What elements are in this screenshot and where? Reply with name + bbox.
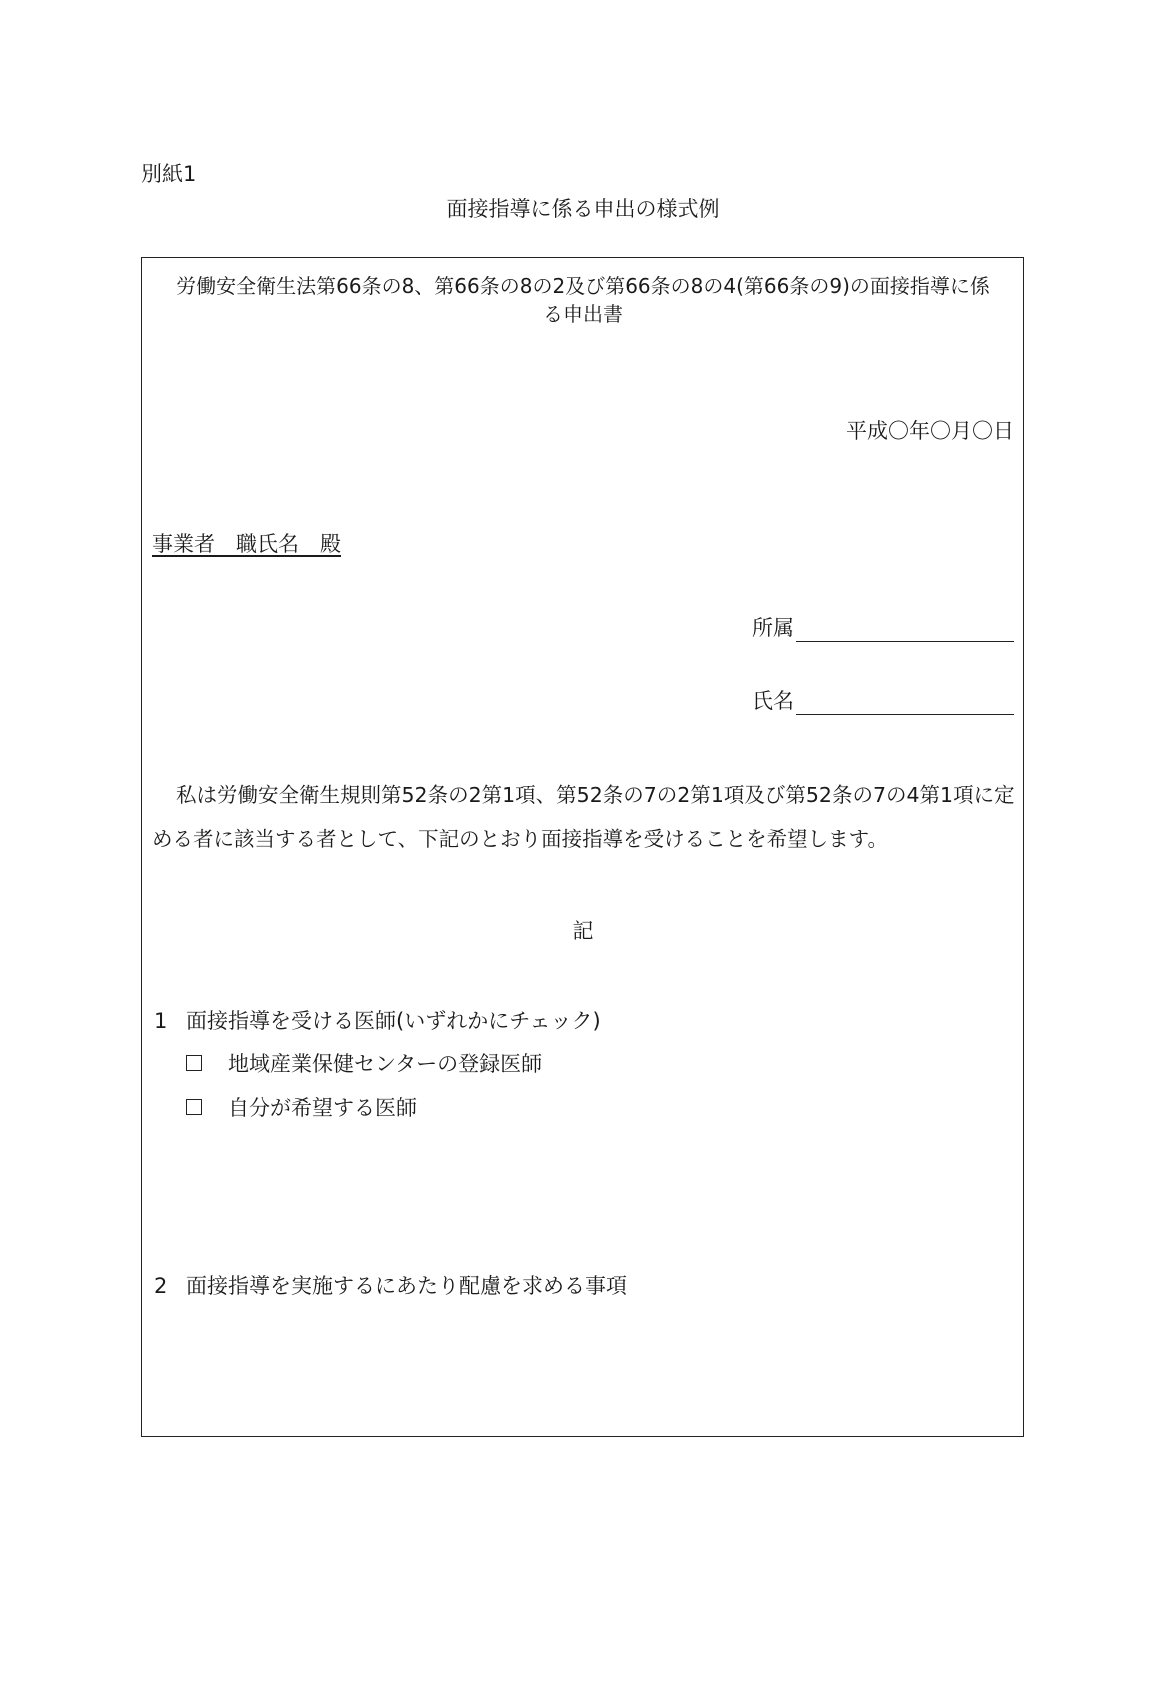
request-statement-line2: める者に該当する者として、下記のとおり面接指導を受けることを希望します。 bbox=[152, 827, 888, 851]
checkbox-icon[interactable] bbox=[186, 1099, 202, 1115]
checkbox-icon[interactable] bbox=[186, 1055, 202, 1071]
section-1-number: 1 bbox=[154, 1009, 168, 1033]
affiliation-blank[interactable] bbox=[796, 617, 1014, 642]
request-statement-line1: 私は労働安全衛生規則第52条の2第1項、第52条の7の2第1項及び第52条の7の4第1項に定 bbox=[176, 783, 1015, 807]
option-regional-center-doctor[interactable] bbox=[186, 1048, 542, 1078]
name-label: 氏名 bbox=[752, 689, 794, 713]
option-preferred-doctor[interactable] bbox=[186, 1092, 417, 1122]
section-1-text: 面接指導を受ける医師(いずれかにチェック) bbox=[186, 1009, 601, 1033]
section-1-title bbox=[154, 1005, 601, 1035]
name-field[interactable] bbox=[752, 685, 1014, 715]
option-label: 地域産業保健センターの登録医師 bbox=[228, 1052, 543, 1076]
section-2-number: 2 bbox=[154, 1274, 168, 1298]
section-2-title bbox=[154, 1270, 627, 1300]
attachment-label: 別紙1 bbox=[141, 162, 197, 186]
section-2-text: 面接指導を実施するにあたり配慮を求める事項 bbox=[186, 1274, 627, 1298]
form-heading-line2: る申出書 bbox=[543, 302, 623, 326]
option-label: 自分が希望する医師 bbox=[228, 1096, 417, 1120]
form-heading bbox=[148, 272, 1018, 328]
date-line: 平成〇年〇月〇日 bbox=[846, 419, 1014, 443]
name-blank[interactable] bbox=[796, 690, 1014, 715]
addressee: 事業者 職氏名 殿 bbox=[152, 532, 341, 556]
request-statement bbox=[152, 773, 1018, 861]
affiliation-field[interactable] bbox=[752, 612, 1014, 642]
ki-heading: 記 bbox=[572, 919, 594, 943]
document-title: 面接指導に係る申出の様式例 bbox=[446, 197, 720, 221]
affiliation-label: 所属 bbox=[752, 616, 794, 640]
form-heading-line1: 労働安全衛生法第66条の8、第66条の8の2及び第66条の8の4(第66条の9)の面接指導に係 bbox=[176, 274, 990, 298]
